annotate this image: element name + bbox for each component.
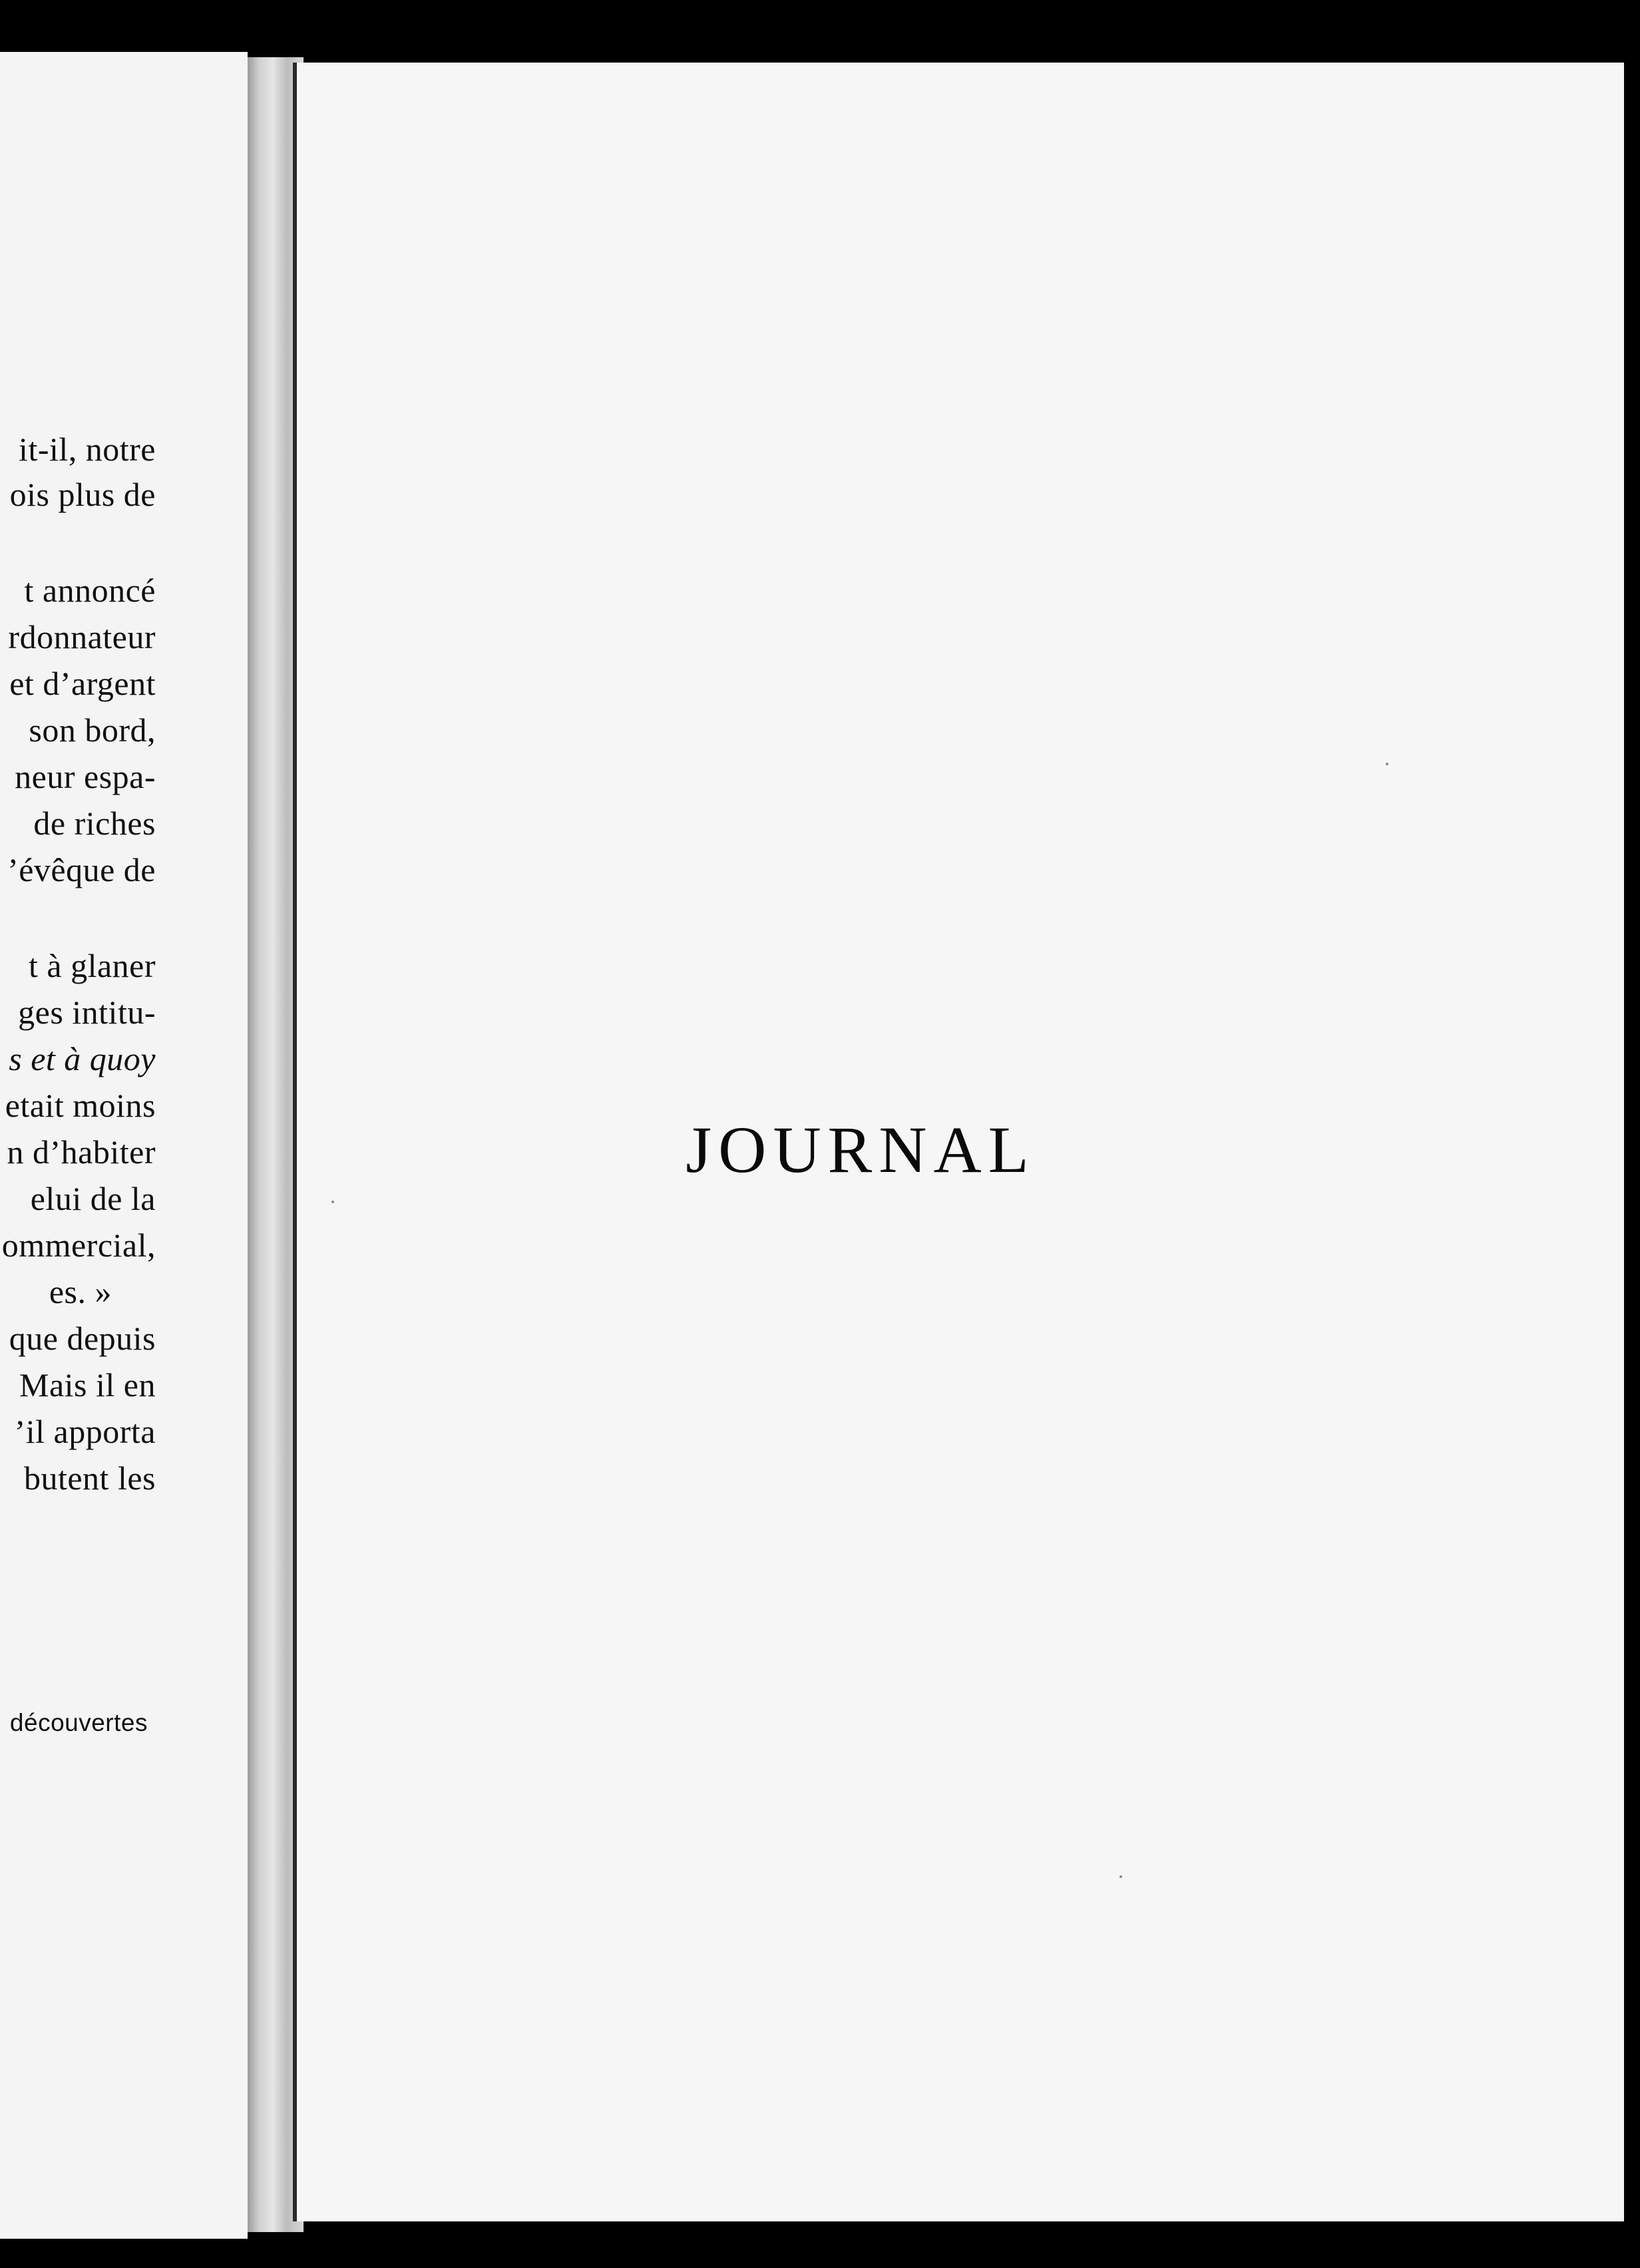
text-line: n d’habiter bbox=[7, 1133, 156, 1171]
previous-page bbox=[0, 52, 248, 2239]
title-page bbox=[293, 63, 1624, 2221]
page-title: JOURNAL bbox=[686, 1113, 1036, 1187]
text-line: Mais il en bbox=[19, 1366, 156, 1404]
text-line: it-il, notre bbox=[19, 431, 156, 468]
text-line: ’il apporta bbox=[14, 1413, 156, 1450]
text-line: ois plus de bbox=[9, 476, 156, 513]
text-line: etait moins bbox=[5, 1087, 156, 1124]
text-line: es. » bbox=[49, 1273, 112, 1310]
text-line: s et à quoy bbox=[9, 1040, 156, 1077]
text-line: elui de la bbox=[30, 1180, 156, 1217]
text-line: et d’argent bbox=[9, 665, 156, 702]
footnote-text: découvertes bbox=[9, 1709, 148, 1736]
text-line: de riches bbox=[33, 805, 156, 842]
text-line: son bord, bbox=[29, 711, 156, 749]
text-line: ’évêque de bbox=[7, 851, 156, 888]
paper-speck bbox=[331, 1201, 334, 1203]
text-line: rdonnateur bbox=[8, 618, 156, 656]
text-line: ommercial, bbox=[1, 1227, 156, 1264]
text-line: ges intitu- bbox=[18, 994, 156, 1031]
text-line: t annoncé bbox=[24, 572, 156, 609]
text-line: que depuis bbox=[9, 1320, 156, 1357]
paper-speck bbox=[1386, 763, 1388, 765]
paper-speck bbox=[1120, 1875, 1122, 1878]
text-line: butent les bbox=[23, 1459, 156, 1497]
text-line: neur espa- bbox=[15, 758, 156, 795]
text-line: t à glaner bbox=[28, 947, 156, 984]
